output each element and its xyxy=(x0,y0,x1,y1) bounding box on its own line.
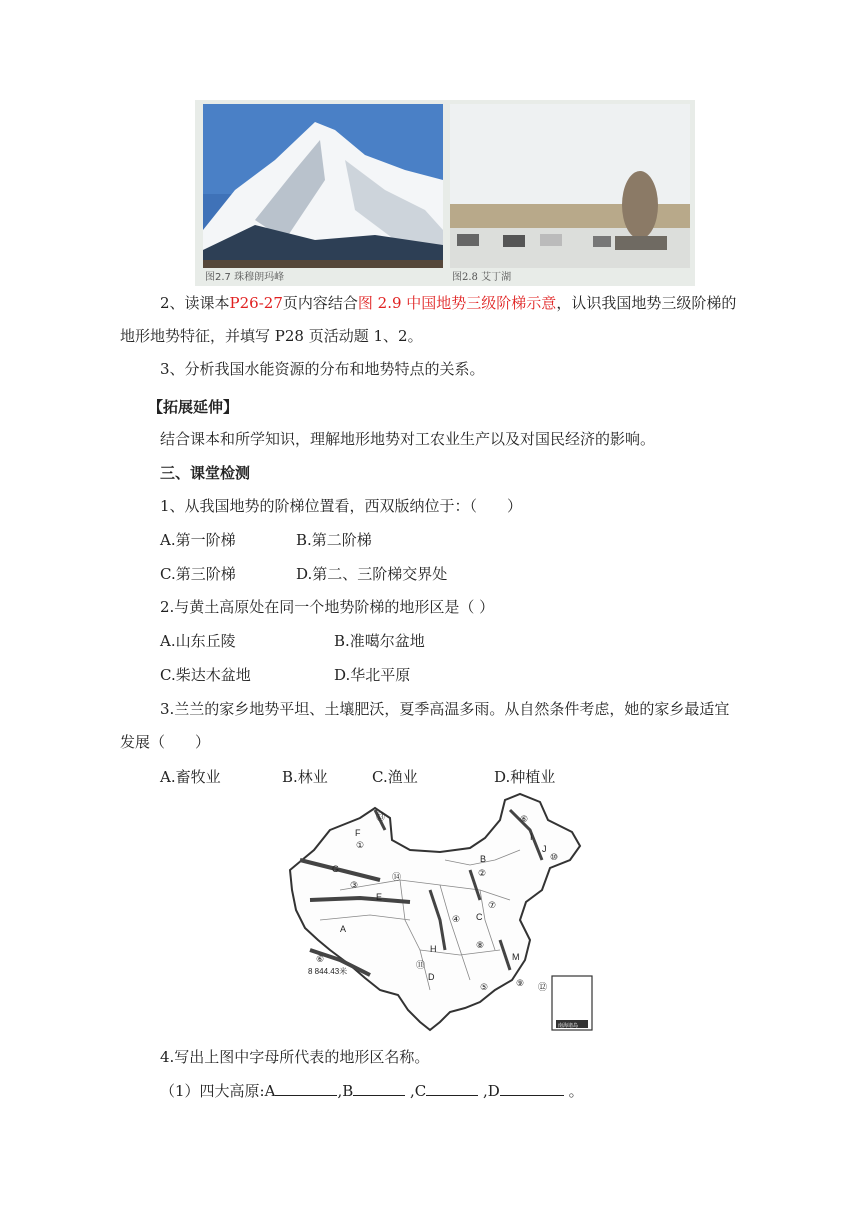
map-num-5: ⑤ xyxy=(480,983,489,993)
map-svg xyxy=(280,790,600,1036)
map-letter-b: B xyxy=(480,854,487,864)
map-num-1: ① xyxy=(356,841,365,851)
extension-text: 结合课本和所学知识，理解地形地势对工农业生产以及对国民经济的影响。 xyxy=(160,430,656,448)
item2-post: ，认识我国地势三级阶梯的 xyxy=(556,294,737,312)
q3-opt-d: D.种植业 xyxy=(494,768,556,786)
q2-opt-c: C.柴达木盆地 xyxy=(160,666,251,684)
map-num-3: ③ xyxy=(350,881,359,891)
map-num-11: ⑪ xyxy=(416,961,426,971)
inset-label: 南海诸岛 xyxy=(558,1023,579,1029)
figure-photos xyxy=(195,100,695,286)
item2-pre: 2、读课本 xyxy=(160,294,230,312)
aydingkol-photo xyxy=(450,104,690,283)
extension-heading: 【拓展延伸】 xyxy=(148,398,239,416)
right-caption: 图2.8 艾丁湖 xyxy=(452,272,512,283)
map-num-6: ⑥ xyxy=(520,815,529,825)
answer-blank-a[interactable] xyxy=(275,1081,337,1096)
q2-opt-d: D.华北平原 xyxy=(334,666,411,684)
q1-opt-c: C.第三阶梯 xyxy=(160,565,236,583)
map-letter-j: J xyxy=(542,844,547,854)
map-num-8: ⑧ xyxy=(476,941,485,951)
map-letter-g: G xyxy=(332,864,340,874)
map-letter-h: H xyxy=(430,944,437,954)
china-terrain-map xyxy=(280,790,600,1036)
map-num-9: ⑨ xyxy=(516,979,525,989)
q4-d-label: ,D xyxy=(478,1082,500,1100)
item2-ref1: P26-27 xyxy=(229,294,283,312)
q2-opt-a: A.山东丘陵 xyxy=(160,632,236,650)
q3-opt-a: A.畜牧业 xyxy=(160,768,221,786)
q4-stem: 4.写出上图中字母所代表的地形区名称。 xyxy=(160,1048,430,1066)
map-letter-e: E xyxy=(376,892,383,902)
q4-sub1-label: （1）四大高原:A xyxy=(160,1082,276,1100)
map-num-6b: ⑥ xyxy=(316,955,325,965)
map-num-7: ⑦ xyxy=(488,901,497,911)
map-num-14: ⑭ xyxy=(392,873,402,883)
map-num-4: ④ xyxy=(452,915,461,925)
item-3: 3、分析我国水能资源的分布和地势特点的关系。 xyxy=(160,360,485,378)
elevation-label: 8 844.43米 xyxy=(308,967,348,976)
q3-opt-b: B.林业 xyxy=(282,768,328,786)
q1-stem: 1、从我国地势的阶梯位置看，西双版纳位于：（ ） xyxy=(160,497,523,515)
q3-stem-cont: 发展（ ） xyxy=(120,733,211,751)
q4-c-label: ,C xyxy=(405,1082,427,1100)
q1-opt-b: B.第二阶梯 xyxy=(296,531,372,549)
left-caption: 图2.7 珠穆朗玛峰 xyxy=(205,272,285,283)
map-letter-f: F xyxy=(355,828,361,838)
q2-opt-b: B.准噶尔盆地 xyxy=(334,632,425,650)
map-num-2: ② xyxy=(478,869,487,879)
item2-mid: 页内容结合 xyxy=(282,294,358,312)
section3-heading: 三、课堂检测 xyxy=(160,464,251,482)
q4-end: 。 xyxy=(563,1082,584,1100)
map-letter-i: I xyxy=(530,832,533,842)
item2-cont: 地形地势特征，并填写 P28 页活动题 1、2。 xyxy=(120,327,423,345)
answer-blank-c[interactable] xyxy=(426,1081,478,1096)
map-letter-c: C xyxy=(476,912,483,922)
q4-b-label: ,B xyxy=(337,1082,354,1100)
map-num-12: ⑫ xyxy=(538,983,548,993)
q2-stem: 2.与黄土高原处在同一个地势阶梯的地形区是（ ） xyxy=(160,598,495,616)
map-num-13: ⑬ xyxy=(376,813,386,823)
map-letter-a: A xyxy=(340,924,347,934)
answer-blank-b[interactable] xyxy=(353,1081,405,1096)
map-letter-d: D xyxy=(428,972,435,982)
item-2 xyxy=(160,292,736,314)
photo-pair xyxy=(195,100,695,286)
q1-opt-d: D.第二、三阶梯交界处 xyxy=(296,565,448,583)
map-letter-m: M xyxy=(512,952,520,962)
answer-blank-d[interactable] xyxy=(500,1081,564,1096)
q4-sub1 xyxy=(160,1080,584,1102)
everest-photo xyxy=(203,104,443,283)
map-num-10: ⑩ xyxy=(550,853,559,863)
q3-opt-c: C.渔业 xyxy=(372,768,418,786)
item2-ref2: 图 2.9 中国地势三级阶梯示意 xyxy=(357,294,557,312)
q1-opt-a: A.第一阶梯 xyxy=(160,531,236,549)
q3-stem: 3.兰兰的家乡地势平坦、土壤肥沃，夏季高温多雨。从自然条件考虑，她的家乡最适宜 xyxy=(160,700,730,718)
